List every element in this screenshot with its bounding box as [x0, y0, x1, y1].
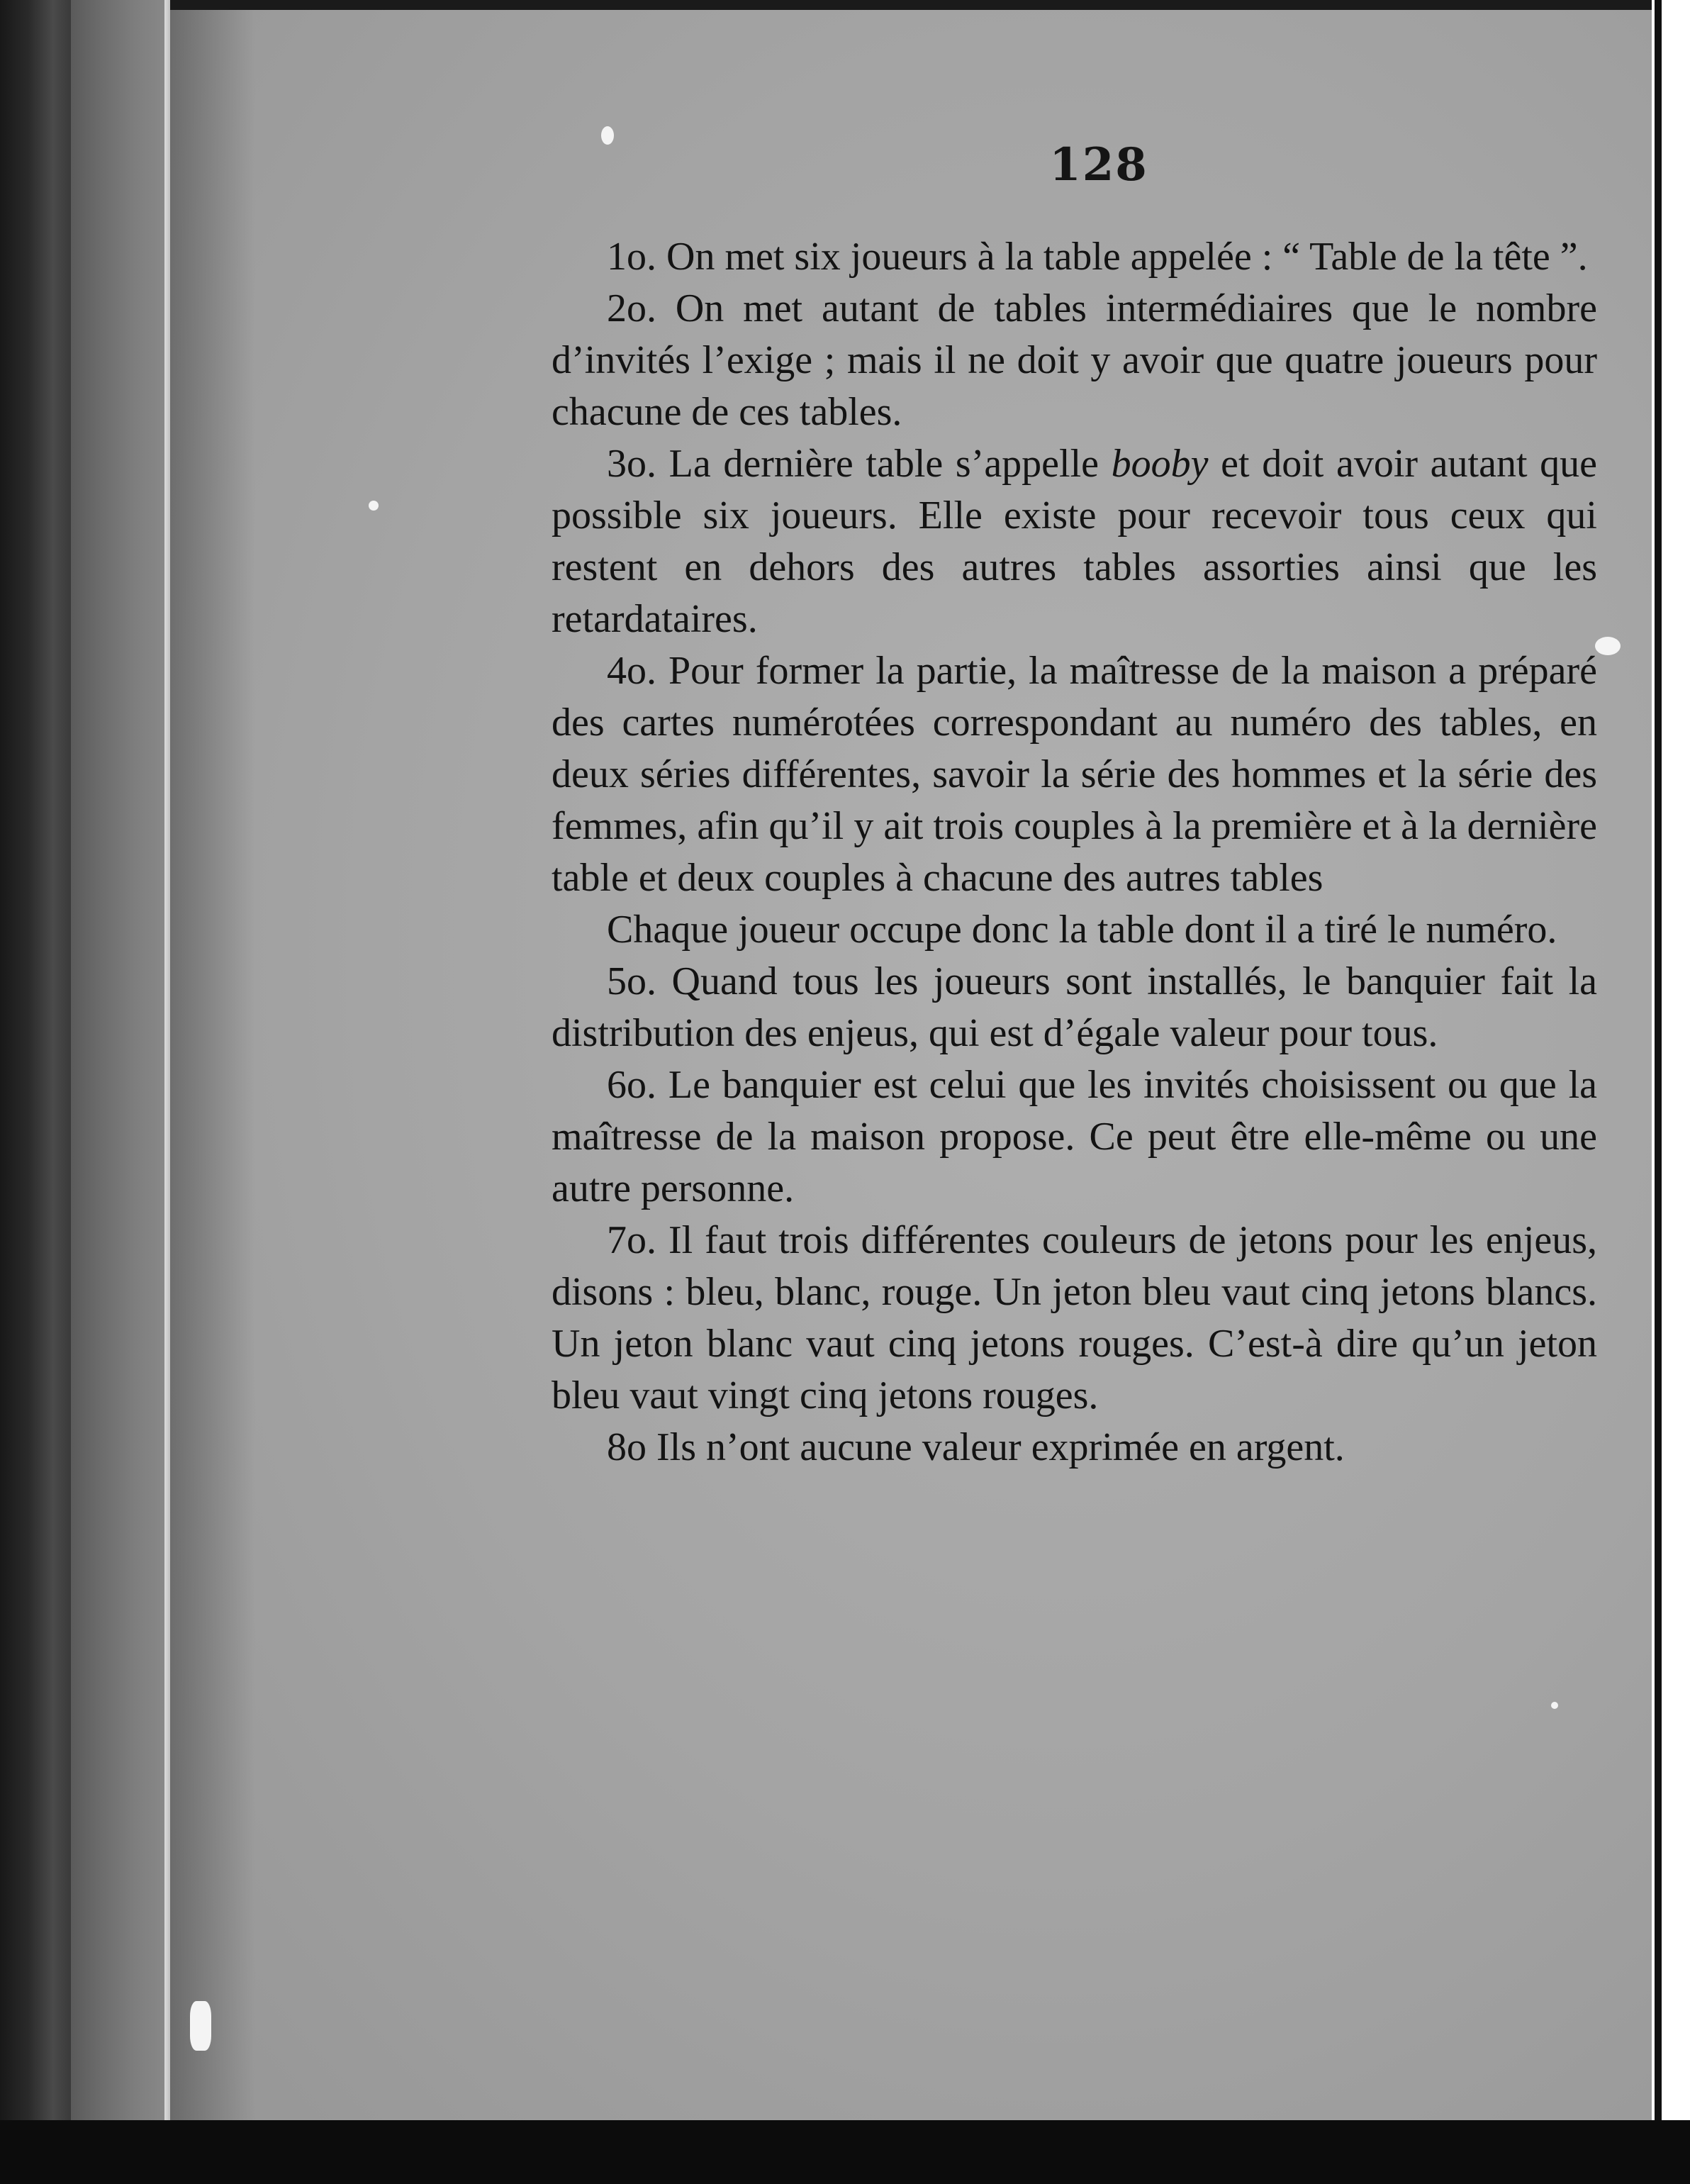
paragraph-8: 7o. Il faut trois différentes couleurs de jetons pour les enjeus, disons : bleu, blanc, rouge. Un jeton bleu vaut cinq jetons blancs. Un jeton blanc vaut cinq jetons rouges. C’est-à dire qu’un jeton bleu vaut vingt cinq jetons rouges.: [552, 1218, 1597, 1417]
paragraph-7: 6o. Le banquier est celui que les invités choisissent ou que la maîtresse de la maison propose. Ce peut être elle-même ou une autre personne.: [552, 1063, 1597, 1210]
paragraph-3-before: 3o. La dernière table s’appelle: [607, 442, 1112, 486]
dust-speck: [1551, 1702, 1558, 1709]
dust-speck: [190, 2001, 211, 2051]
paragraph-4: 4o. Pour former la partie, la maîtresse de la maison a préparé des cartes numérotées correspondant au numéro des tables, en deux séries différentes, savoir la série des hommes et la série des femmes, afin qu’il y ait trois couples à la première et à la dernière table et deux couples à chacune des autres tables: [552, 649, 1597, 900]
book-spine-edge: [71, 0, 170, 2127]
dust-speck: [1595, 637, 1621, 655]
paragraph-5: Chaque joueur occupe donc la table dont il a tiré le numéro.: [607, 908, 1557, 952]
gutter-shadow: [170, 0, 255, 2120]
dust-speck: [601, 126, 614, 145]
paragraph-1: 1o. On met six joueurs à la table appelée : “ Table de la tête ”.: [607, 235, 1588, 279]
page-edge-highlight: [164, 0, 170, 2134]
page-number: 128: [1049, 138, 1148, 191]
paragraph-6: 5o. Quand tous les joueurs sont installés, le banquier fait la distribution des enjeus, qui est d’égale valeur pour tous.: [552, 959, 1597, 1055]
paragraph-2: 2o. On met autant de tables intermédiaires que le nombre d’invités l’exige ; mais il ne doit y avoir que quatre joueurs pour chacune de ces tables.: [552, 286, 1597, 434]
scanner-bottom-band: [0, 2120, 1690, 2184]
scanner-right-line: [1655, 0, 1662, 2184]
scanner-left-band: [0, 0, 71, 2184]
paragraph-3: [552, 438, 1597, 645]
page-text: [552, 231, 1597, 1473]
paragraph-9: 8o Ils n’ont aucune valeur exprimée en argent.: [607, 1425, 1345, 1469]
booby-term: booby: [1111, 442, 1209, 486]
dust-speck: [369, 501, 379, 511]
paragraph-3-after: et doit avoir autant que possible six joueurs. Elle existe pour recevoir tous ceux qui restent en dehors des autres tables assorties ainsi que les retardataires.: [552, 442, 1598, 641]
top-edge: [170, 0, 1652, 10]
